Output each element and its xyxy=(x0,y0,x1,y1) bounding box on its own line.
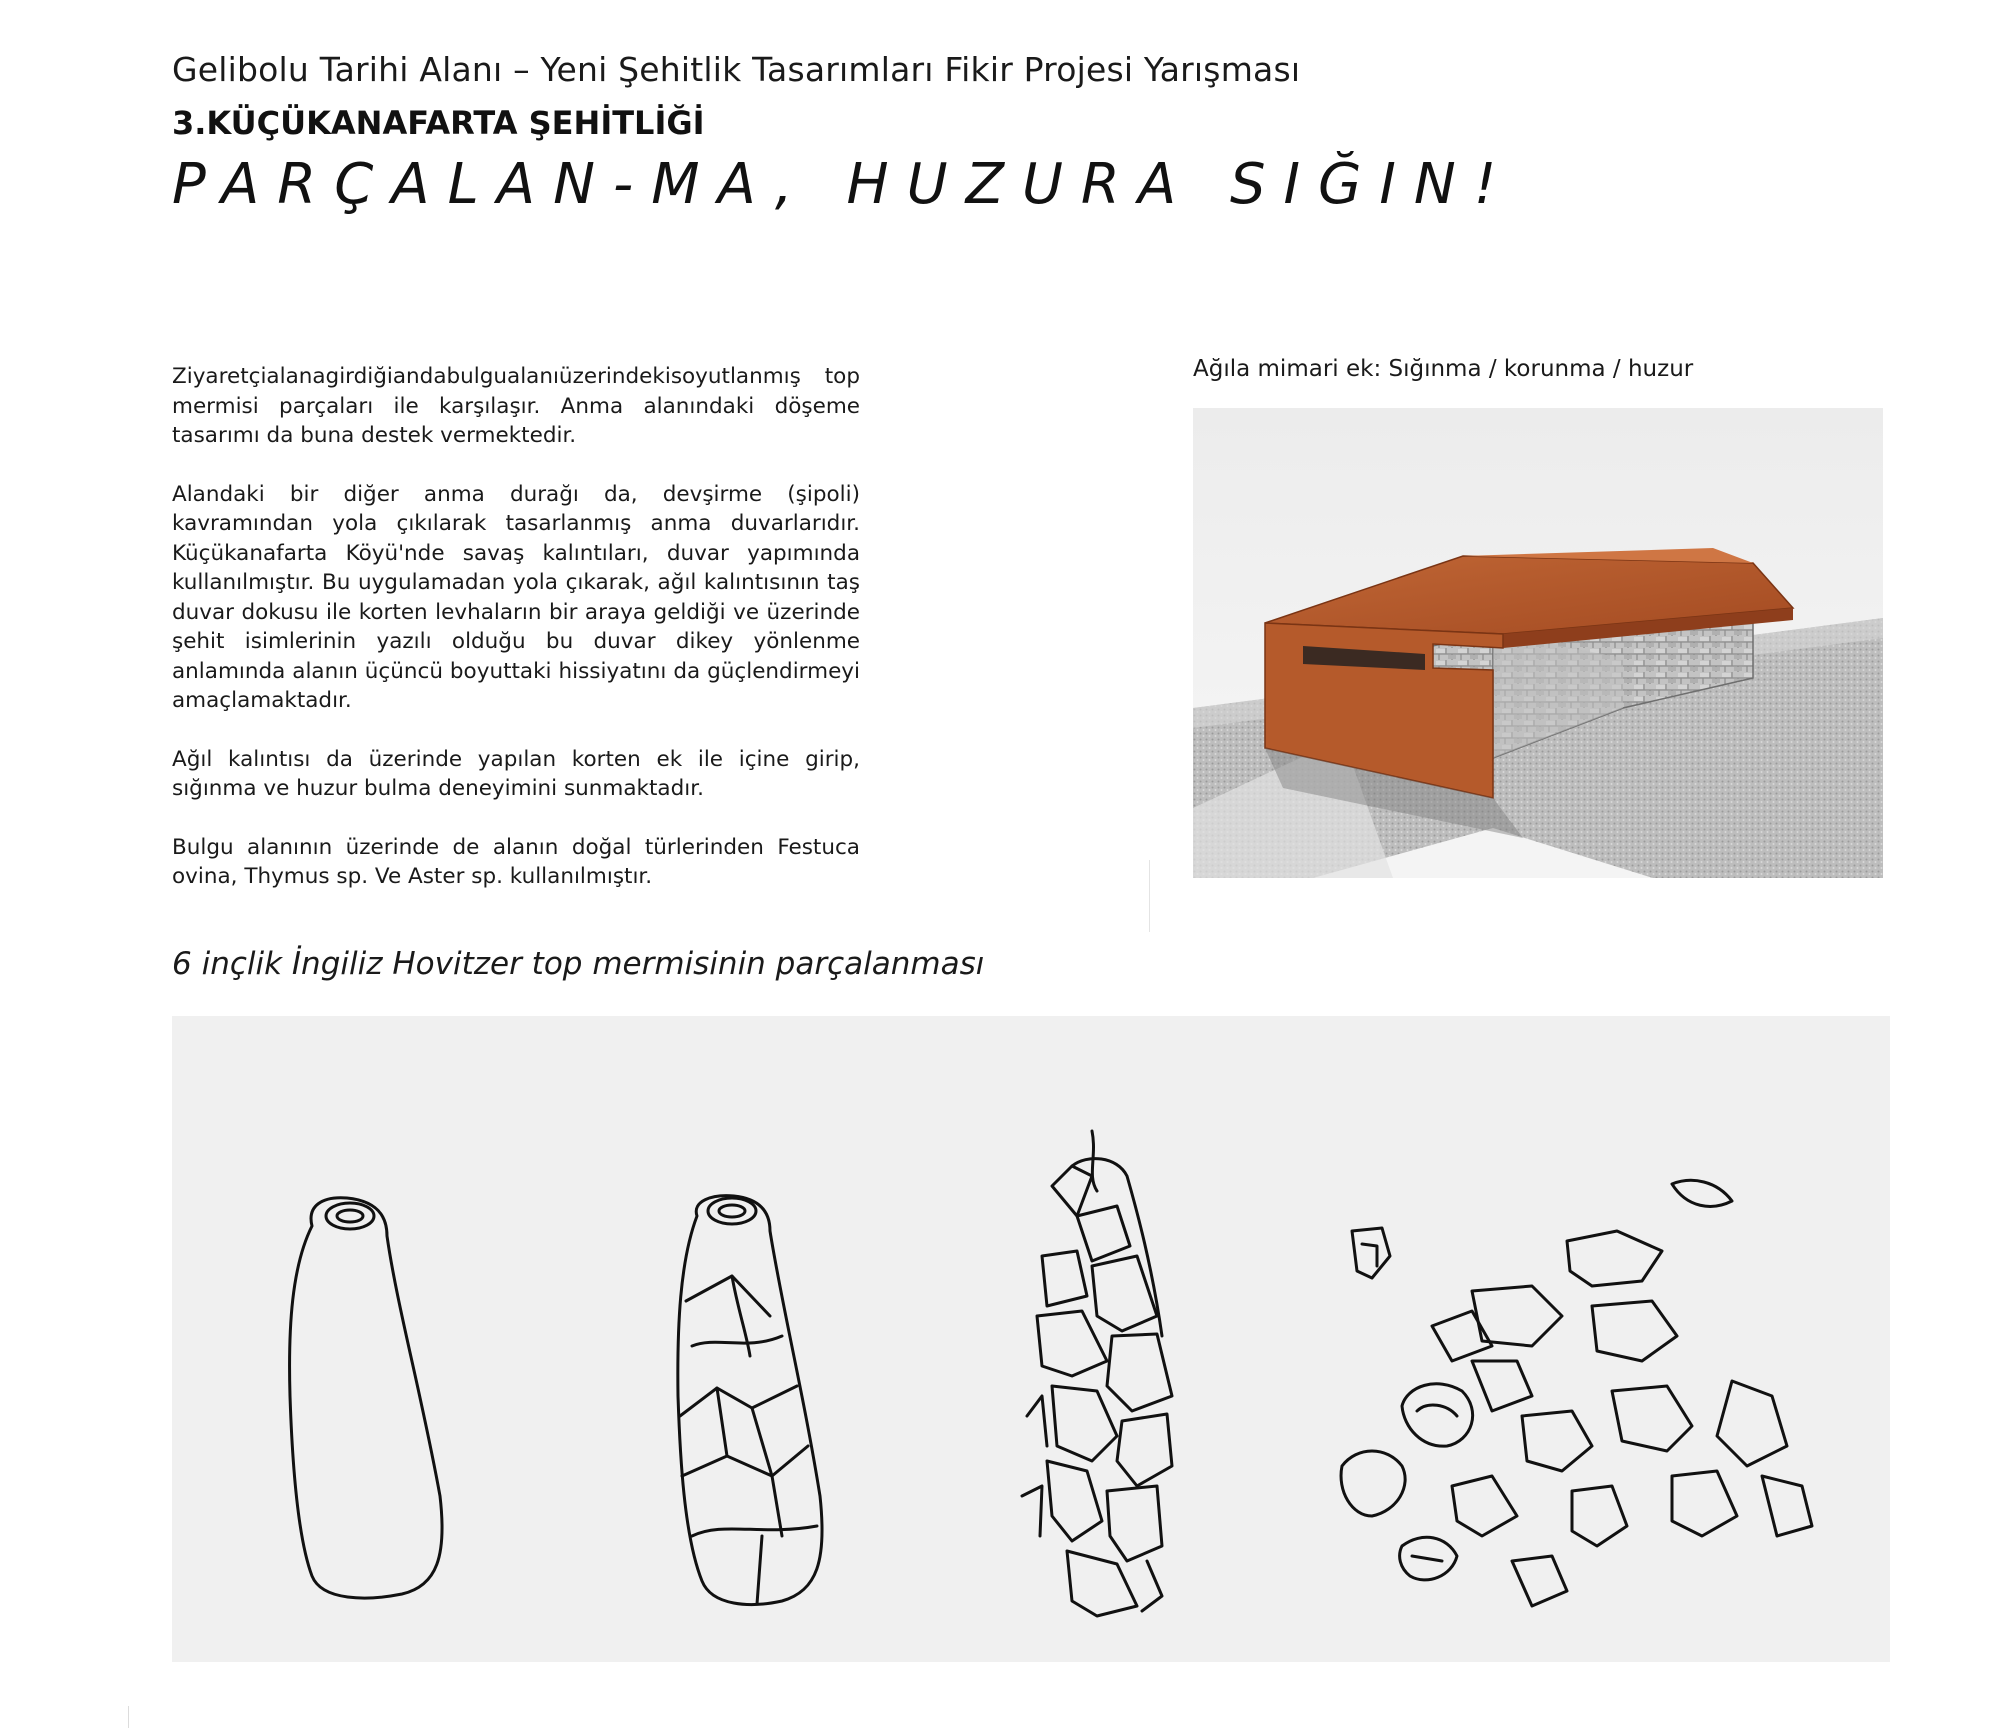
sequence-title: 6 inçlik İngiliz Hovitzer top mermisinin parçalanması xyxy=(172,946,985,982)
shelter-render-illustration xyxy=(1193,408,1883,878)
shell-intact-sketch xyxy=(290,1198,443,1598)
shell-scattered-fragments-sketch xyxy=(1341,1180,1812,1606)
project-slogan: PARÇALAN-MA, HUZURA SIĞIN! xyxy=(172,152,1515,217)
paragraph-3: Ağıl kalıntısı da üzerinde yapılan korten ek ile içine girip, sığınma ve huzur bulma deneyimini sunmaktadır. xyxy=(172,746,860,801)
paragraph-2: Alandaki bir diğer anma durağı da, devşirme (şipoli) kavramından yola çıkılarak tasarlanmış anma duvarlarıdır. Küçükanafarta Köyü'nde savaş kalıntıları, duvar yapımında kullanılmıştır. Bu uygulamadan yola çıkarak, ağıl kalıntısının taş duvar dokusu ile korten levhaların bir araya geldiği ve üzerinde şehit isimlerinin yazılı olduğu bu duvar dikey yönlenme anlamında alanın üçüncü boyuttaki hissiyatını da güçlendirmeyi amaçlamaktadır. xyxy=(172,481,860,713)
margin-mark xyxy=(128,1706,129,1728)
site-title: 3.KÜÇÜKANAFARTA ŞEHİTLİĞİ xyxy=(172,104,705,142)
render-caption: Ağıla mimari ek: Sığınma / korunma / huzur xyxy=(1193,356,1694,382)
description-text xyxy=(172,362,860,921)
competition-title: Gelibolu Tarihi Alanı – Yeni Şehitlik Tasarımları Fikir Projesi Yarışması xyxy=(172,50,1301,89)
corten-shelter-render xyxy=(1193,408,1883,878)
shell-fragmentation-panel xyxy=(172,1016,1890,1662)
paragraph-1: Ziyaretçialanagirdiğiandabulgualanıüzerindekisoyutlanmış top mermisi parçaları ile karşılaşır. Anma alanındaki döşeme tasarımı da buna destek vermektedir. xyxy=(172,364,860,448)
shell-cracked-sketch xyxy=(678,1196,822,1605)
shell-fragmenting-sketch xyxy=(1022,1131,1172,1616)
paragraph-4: Bulgu alanının üzerinde de alanın doğal türlerinden Festuca ovina, Thymus sp. Ve Aster sp. kullanılmıştır. xyxy=(172,834,860,889)
column-divider xyxy=(1149,860,1150,932)
